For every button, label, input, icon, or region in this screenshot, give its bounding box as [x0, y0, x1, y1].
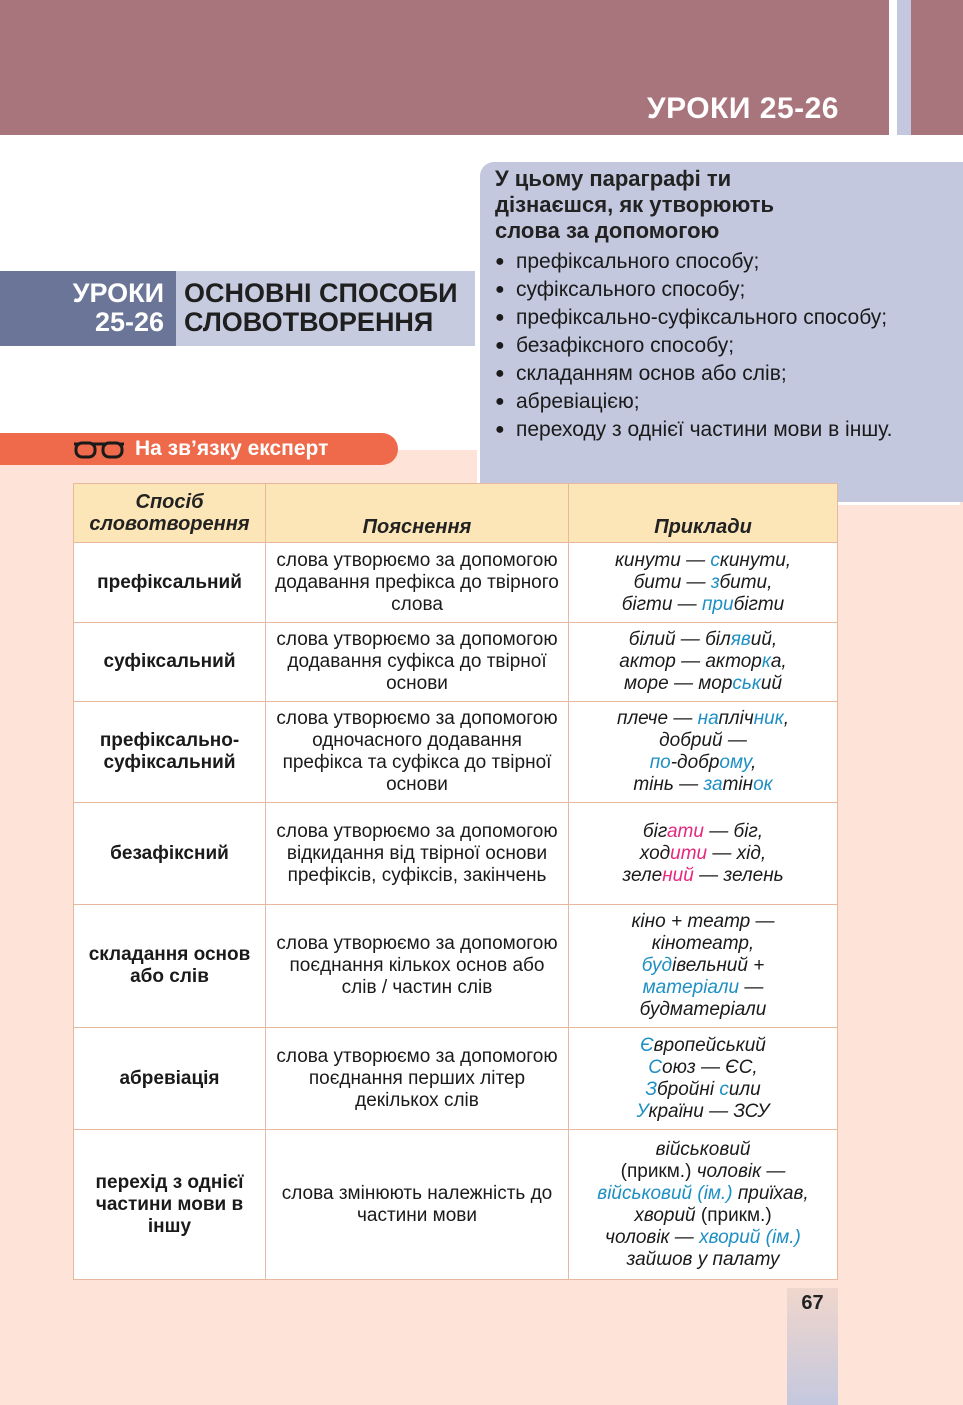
table-row — [74, 1028, 838, 1130]
list-item: ● префіксально-суфіксального способу; — [495, 304, 963, 332]
examples-cell: кіно + театр — кінотеатр, будівельний + матеріали — будматеріали — [569, 905, 838, 1028]
examples-cell: Європейський Союз — ЄС, Збройні сили України — ЗСУ — [569, 1028, 838, 1130]
table-header-row — [74, 484, 838, 543]
method-cell: абревіація — [74, 1028, 266, 1130]
header-lesson-label: УРОКИ 25-26 — [646, 92, 839, 125]
method-cell: безафіксний — [74, 803, 266, 905]
word-formation-table — [73, 483, 838, 1280]
examples-cell: бігати — біг, ходити — хід, зелений — зелень — [569, 803, 838, 905]
title-line-2: СЛОВОТВОРЕННЯ — [184, 307, 434, 337]
table-row — [74, 1130, 838, 1280]
lesson-word: УРОКИ — [72, 278, 164, 308]
method-cell: складання основ або слів — [74, 905, 266, 1028]
list-item: ● переходу з однієї частини мови в іншу. — [495, 416, 963, 444]
explanation-cell: слова змінюють належність до частини мови — [266, 1130, 569, 1280]
table-row — [74, 702, 838, 803]
table-row — [74, 905, 838, 1028]
list-item: ● безафіксного способу; — [495, 332, 963, 360]
list-item: ● складанням основ або слів; — [495, 360, 963, 388]
title-line-1: ОСНОВНІ СПОСОБИ — [184, 278, 458, 308]
explanation-cell: слова утворюємо за допомогою відкидання від твірної основи префіксів, суфіксів, закінчень — [266, 803, 569, 905]
method-cell: префіксальний — [74, 543, 266, 623]
header-explanation: Пояснення — [266, 484, 569, 543]
method-cell: суфіксальний — [74, 623, 266, 702]
explanation-cell: слова утворюємо за допомогою поєднання кількох основ або слів / частин слів — [266, 905, 569, 1028]
lesson-number-box — [0, 271, 176, 346]
learning-goals-intro: У цьому параграфі ти дізнаєшся, як утворюють слова за допомогою — [495, 166, 774, 243]
list-item: ● суфіксального способу; — [495, 276, 963, 304]
learning-goals-list — [495, 248, 963, 444]
table-row — [74, 543, 838, 623]
examples-cell: білий — білявий, актор — акторка, море — морський — [569, 623, 838, 702]
method-cell: перехід з однієї частини мови в іншу — [74, 1130, 266, 1280]
explanation-cell: слова утворюємо за допомогою додавання префікса до твірного слова — [266, 543, 569, 623]
method-cell: префіксально-суфіксальний — [74, 702, 266, 803]
examples-cell: військовий (прикм.) чоловік — військовий (ім.) приїхав, хворий (прикм.) чоловік — хворий (ім.) зайшов у палату — [569, 1130, 838, 1280]
expert-badge-label: На зв’язку експерт — [135, 437, 329, 460]
table-row — [74, 623, 838, 702]
expert-badge — [0, 433, 398, 465]
list-item: ● абревіацією; — [495, 388, 963, 416]
header-examples: Приклади — [569, 484, 838, 543]
page-title — [176, 271, 475, 346]
examples-cell: кинути — скинути, бити — збити, бігти — прибігти — [569, 543, 838, 623]
header-band-right — [911, 0, 963, 135]
glasses-icon — [73, 439, 125, 459]
header-accent-stripe — [897, 0, 911, 135]
examples-cell: плече — наплічник, добрий — по-доброму, тінь — затінок — [569, 702, 838, 803]
learning-goals-box — [480, 162, 963, 502]
explanation-cell: слова утворюємо за допомогою поєднання перших літер декількох слів — [266, 1028, 569, 1130]
page-number: 67 — [801, 1292, 824, 1314]
list-item: ● префіксального способу; — [495, 248, 963, 276]
explanation-cell: слова утворюємо за допомогою додавання суфікса до твірної основи — [266, 623, 569, 702]
explanation-cell: слова утворюємо за допомогою одночасного додавання префікса та суфікса до твірної основи — [266, 702, 569, 803]
header-method: Спосіб словотворення — [74, 484, 266, 543]
lesson-numbers: 25-26 — [94, 307, 164, 337]
table-row — [74, 803, 838, 905]
